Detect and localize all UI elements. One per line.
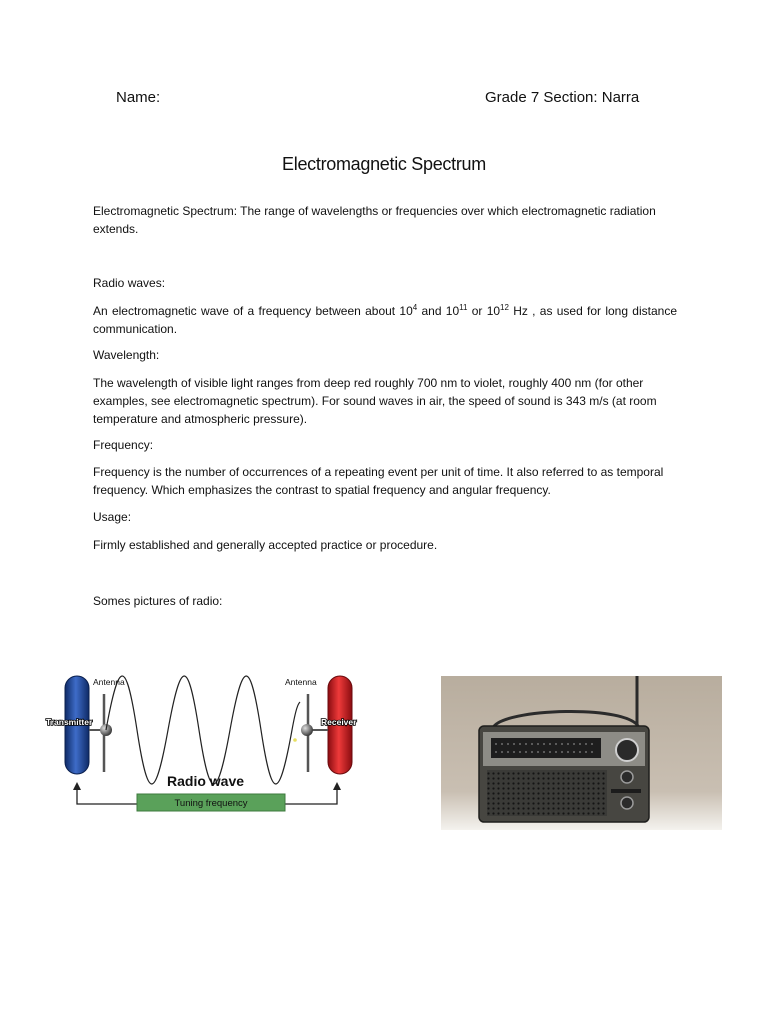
wavelength-heading: Wavelength: (93, 348, 160, 362)
pictures-caption: Somes pictures of radio: (93, 594, 223, 608)
loop-line-left (77, 786, 137, 804)
radio-text-3: or 10 (467, 304, 501, 318)
tuning-knob-icon (616, 739, 638, 761)
radio-wave-label: Radio wave (167, 773, 245, 789)
radio-photo (441, 676, 722, 830)
radio-waves-heading: Radio waves: (93, 276, 166, 290)
arrow-up-right-icon (333, 782, 341, 790)
usage-paragraph: Firmly established and generally accepted practice or procedure. (93, 538, 438, 552)
transmitter-label: Transmitter (46, 717, 93, 727)
radio-speaker-grille (487, 770, 607, 816)
volume-knob-icon (621, 771, 633, 783)
grade-section-label: Grade 7 Section: Narra (485, 89, 640, 106)
receiver-antenna-ball (301, 724, 313, 736)
antenna-label-right: Antenna (285, 677, 317, 687)
tone-knob-icon (621, 797, 633, 809)
exponent-12: 12 (500, 303, 509, 312)
arrow-up-left-icon (73, 782, 81, 790)
page-title: Electromagnetic Spectrum (282, 154, 486, 174)
exponent-4: 4 (412, 303, 418, 312)
name-label: Name: (116, 89, 161, 106)
radio-dial-window (491, 738, 601, 758)
wave-spark-icon (293, 738, 297, 742)
radio-waves-paragraph (93, 302, 677, 338)
wavelength-paragraph: The wavelength of visible light ranges from deep red roughly 700 nm to violet, roughly 400 nm (for other examples, see electromagnetic spectrum). For sound waves in air, the speed of sound is 343 m/s (at room temperature and atmospheric pressure). (93, 376, 657, 426)
radio-text-2: and 10 (417, 304, 460, 318)
receiver-label: Receiver (321, 717, 357, 727)
frequency-heading: Frequency: (93, 438, 154, 452)
exponent-11: 11 (459, 303, 468, 312)
band-switch (611, 789, 641, 793)
loop-line-right (284, 786, 337, 804)
antenna-label-left: Antenna (93, 677, 125, 687)
radio-wave-diagram (44, 668, 374, 818)
frequency-paragraph: Frequency is the number of occurrences of a repeating event per unit of time. It also referred to as temporal frequency. Which emphasizes the contrast to spatial frequency and angular frequency. (93, 465, 664, 497)
radio-text-4: Hz , as used for long distance communication. (93, 304, 677, 336)
usage-heading: Usage: (93, 510, 132, 524)
definition-paragraph: Electromagnetic Spectrum: The range of wavelengths or frequencies over which electromagnetic radiation extends. (93, 204, 656, 236)
radio-text-1: An electromagnetic wave of a frequency between about 10 (93, 304, 413, 318)
radio-wave-line (106, 676, 300, 784)
tuning-frequency-label: Tuning frequency (174, 798, 248, 809)
